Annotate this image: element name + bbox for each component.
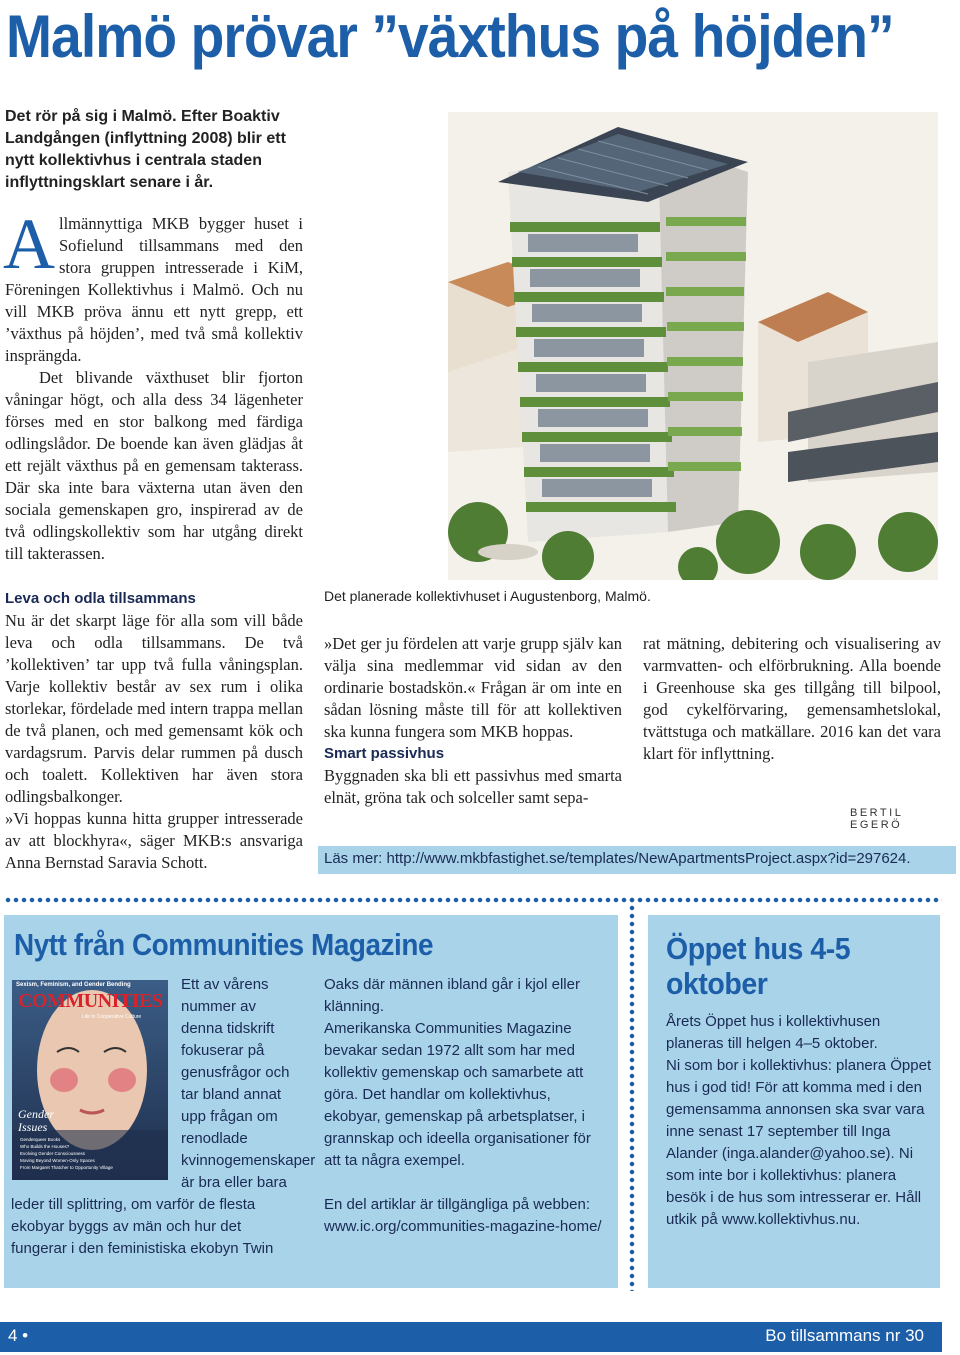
communities-col2-p3: En del artiklar är tillgängliga på webben: www.ic.org/communities-magazine-home/: [324, 1196, 602, 1235]
communities-col1-wrap: Ett av vårens nummer av denna tidskrift fokuserar på genusfrågor och tar bland annat upp frågan om renodlade kvinnogemenskaper är bra eller bara: [181, 976, 316, 1191]
paragraph-2: Det blivande växthuset blir fjorton våningar högt, och alla dess 34 lägenheter förses med en stor balkong med färdiga odlingslådor. De boende kan även glädjas åt ett rejält växthus på en gemensam takterass. Där ska inte bara växterna utan även den sociala gemenskapen gro, inspirerad av de två odlingskollektiv som har utgång direkt till takterassen.: [5, 368, 303, 563]
cover-subtitle: Life in Cooperative Culture: [82, 1014, 142, 1020]
article-column-1-lower: [5, 588, 303, 874]
paragraph-1-text: llmännyttiga MKB bygger huset i Sofielund tillsammans med den stora gruppen intresserade i KiM, Föreningen Kollektivhus i Malmö. Och nu vill MKB pröva ännu ett nytt grepp, ett ’växthus på höjden’, med två små kollektiv insprängda.: [5, 214, 303, 365]
publication-name: Bo tillsammans nr 30: [765, 1326, 924, 1345]
paragraph-intro: [3, 204, 303, 367]
communities-col1-full: leder till splittring, om varför de flesta ekobyar byggs av män och hur det fungerar i den feministiska ekobyn Twin: [11, 1196, 274, 1257]
ingress: Det rör på sig i Malmö. Efter Boaktiv Landgången (inflyttning 2008) blir ett nytt kollektivhus i centrala staden inflyttningsklart senare i år.: [5, 108, 286, 191]
communities-title: Nytt från Communities Magazine: [14, 927, 434, 962]
magazine-cover-image: [12, 980, 168, 1180]
dotted-divider-vertical: [628, 896, 636, 1291]
paragraph-5: »Det ger ju fördelen att varje grupp själv kan välja sina medlemmar vid sidan av den ordinarie bostadskön.« Frågan är om inte en sådan lösning måste till för att kollektiven ska kunna fungera som MKB hoppas.: [324, 634, 622, 741]
open-house-body: [666, 1011, 932, 1231]
dotted-divider-horizontal: [4, 896, 942, 904]
cover-line: From Margaret Thatcher to Opportunity Village: [20, 1165, 113, 1170]
paragraph-6-end: rat mätning, debitering och visualisering av varmvatten- och elförbrukning. Alla boende i Greenhouse ska ges tillgång till bilpool, god cykelförvaring, gemensamhetslokal, tvättstuga och matkällare. 2016 kan det vara klart för inflyttning.: [643, 634, 941, 763]
cover-line: Who Builds the Houses?: [20, 1144, 70, 1149]
paragraph-3: Nu är det skarpt läge för alla som vill både leva och odla tillsammans. De två ’kollektiven’ tar upp två fulla våningsplan. Varje kollektiv består av sex rum i olika storlekar, fördelade med intern trappa mellan de två planen, och med gemensamt kök och vardagsrum. Parvis delar rummen på dusch och toalett. Kollektiven har även stora odlingsbalkonger.: [5, 611, 303, 806]
communities-col2-p2: Amerikanska Communities Magazine bevakar sedan 1972 allt som har med kollektiv gemenskap och samarbete att göra. Det handlar om kollektivhus, ekobyar, gemenskap på arbetsplatser, i grannskap och ideella organisationer för att ta några exempel.: [324, 1020, 591, 1169]
headline: Malmö prövar ”växthus på höjden”: [6, 3, 894, 70]
article-column-2: [324, 633, 622, 809]
drop-cap: A: [3, 204, 55, 284]
cover-top-line: Sexism, Feminism, and Gender Bending: [16, 982, 131, 988]
article-column-1: [3, 204, 303, 565]
cover-line: Moving Beyond Women-Only Spaces: [20, 1158, 95, 1163]
communities-col2-p1: Oaks där männen ibland går i kjol eller klänning.: [324, 976, 580, 1015]
subhead-smart-passivhus: Smart passivhus: [324, 745, 445, 762]
communities-col2: [324, 974, 610, 1238]
paragraph-6-start: Byggnaden ska bli ett passivhus med smarta elnät, gröna tak och solceller samt sepa-: [324, 766, 622, 807]
cover-line: Evolving Gender Consciousness: [20, 1151, 86, 1156]
cover-lines: [20, 1136, 113, 1171]
subhead-leva-och-odla: Leva och odla tillsammans: [5, 590, 196, 607]
page-number: 4 •: [8, 1326, 29, 1345]
cover-line: Genderqueer Books: [20, 1137, 61, 1142]
article-column-3: [643, 633, 941, 765]
read-more-link[interactable]: Läs mer: http://www.mkbfastighet.se/templates/NewApartmentsProject.aspx?id=297624.: [318, 846, 956, 874]
page-footer: [0, 1322, 942, 1352]
paragraph-4: »Vi hoppas kunna hitta grupper intresserade av att blockhyra«, säger MKB:s ansvariga Anna Bernstad Saravia Schott.: [5, 809, 303, 872]
byline: BERTIL EGERÖ: [850, 807, 903, 831]
open-house-box: [648, 915, 940, 1288]
open-house-p2: Ni som bor i kollektivhus: planera Öppet hus i god tid! För att komma med i den gemensamma annonsen ska svar vara inne senast 17 september till Inga Alander (inga.alander@yahoo.se). Ni som inte bor i kollektivhus: planera besök i de hus som intresserar er. Håll utkik på www.kollektivhus.nu.: [666, 1057, 932, 1228]
cover-logo: COMMUNITIES: [18, 990, 163, 1012]
cover-issue: Gender Issues: [18, 1107, 54, 1134]
open-house-title: Öppet hus 4-5 oktober: [666, 931, 851, 1001]
open-house-p1: Årets Öppet hus i kollektivhusen planeras till helgen 4–5 oktober.: [666, 1013, 881, 1052]
image-caption: Det planerade kollektivhuset i Augustenborg, Malmö.: [324, 588, 651, 604]
building-illustration: [448, 112, 938, 580]
building-rendering-image: [448, 112, 938, 580]
